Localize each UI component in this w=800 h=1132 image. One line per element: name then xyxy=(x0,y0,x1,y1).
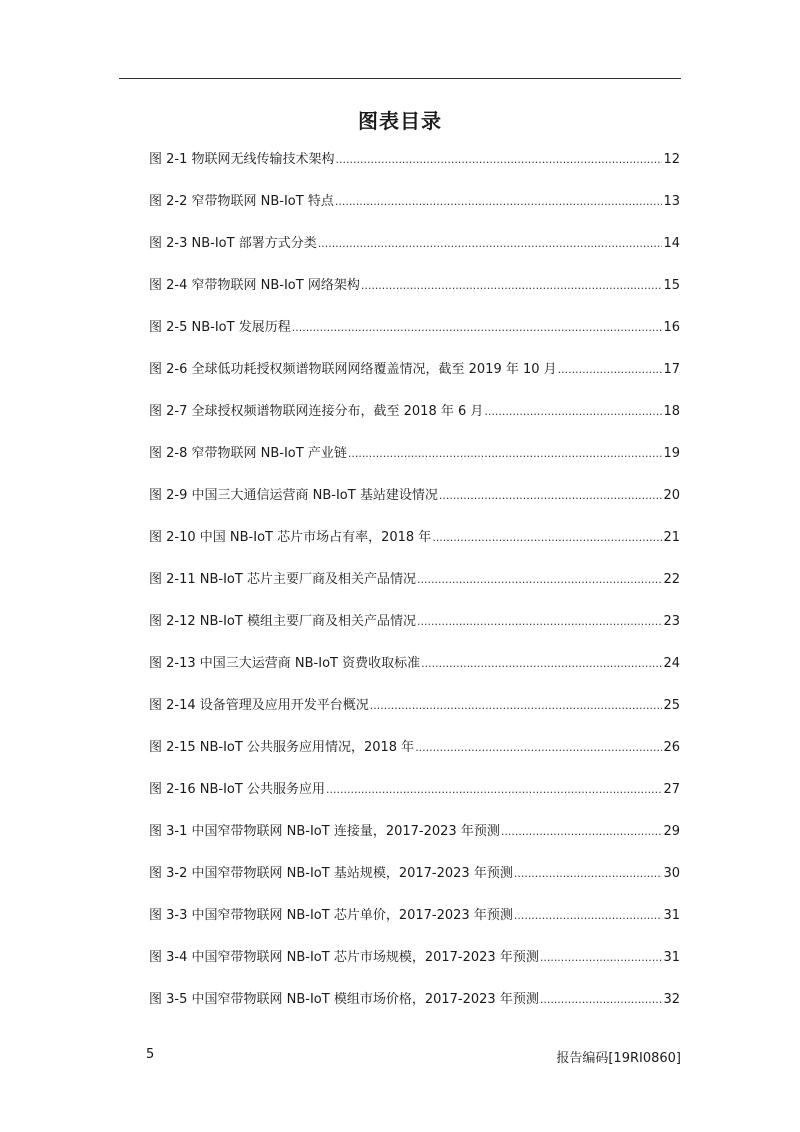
toc-entry-page: 25 xyxy=(663,698,680,713)
toc-entry-label: 图 2-1 物联网无线传输技术架构 xyxy=(149,152,335,167)
toc-entry[interactable] xyxy=(149,273,680,315)
toc-entry-label: 图 2-3 NB-IoT 部署方式分类 xyxy=(149,236,317,251)
toc-entry-page: 31 xyxy=(663,950,680,965)
toc-entry-page: 23 xyxy=(663,614,680,629)
toc-entry[interactable] xyxy=(149,987,680,1029)
toc-entry-page: 13 xyxy=(663,194,680,209)
toc-entry-label: 图 2-12 NB-IoT 模组主要厂商及相关产品情况 xyxy=(149,614,416,629)
toc-entry-label: 图 2-9 中国三大通信运营商 NB-IoT 基站建设情况 xyxy=(149,488,438,503)
toc-entry-label: 图 3-2 中国窄带物联网 NB-IoT 基站规模，2017-2023 年预测 xyxy=(149,866,513,881)
toc-entry-page: 12 xyxy=(663,152,680,167)
toc-entry-page: 17 xyxy=(663,362,680,377)
toc-entry-page: 30 xyxy=(663,866,680,881)
dot-leader xyxy=(417,567,662,593)
toc-entry[interactable] xyxy=(149,861,680,903)
toc-entry-label: 图 2-4 窄带物联网 NB-IoT 网络架构 xyxy=(149,278,360,293)
toc-entry[interactable] xyxy=(149,483,680,525)
toc-entry-label: 图 2-8 窄带物联网 NB-IoT 产业链 xyxy=(149,446,347,461)
dot-leader xyxy=(336,147,663,173)
dot-leader xyxy=(514,861,663,887)
toc-entry[interactable] xyxy=(149,441,680,483)
toc-entry[interactable] xyxy=(149,693,680,735)
toc-entry-label: 图 2-2 窄带物联网 NB-IoT 特点 xyxy=(149,194,334,209)
toc-entry[interactable] xyxy=(149,651,680,693)
toc-entry-page: 15 xyxy=(663,278,680,293)
toc-entry[interactable] xyxy=(149,945,680,987)
toc-entry[interactable] xyxy=(149,777,680,819)
toc-entry-label: 图 2-6 全球低功耗授权频谱物联网网络覆盖情况，截至 2019 年 10 月 xyxy=(149,362,557,377)
dot-leader xyxy=(514,903,663,929)
toc-entry-label: 图 3-1 中国窄带物联网 NB-IoT 连接量，2017-2023 年预测 xyxy=(149,824,500,839)
toc-entry[interactable] xyxy=(149,357,680,399)
toc-entry[interactable] xyxy=(149,315,680,357)
dot-leader xyxy=(415,735,662,761)
toc-entry-page: 29 xyxy=(663,824,680,839)
dot-leader xyxy=(326,777,662,803)
toc-entry-label: 图 2-7 全球授权频谱物联网连接分布，截至 2018 年 6 月 xyxy=(149,404,484,419)
toc-entry-label: 图 2-14 设备管理及应用开发平台概况 xyxy=(149,698,369,713)
toc-entry[interactable] xyxy=(149,231,680,273)
dot-leader xyxy=(540,987,663,1013)
dot-leader xyxy=(361,273,663,299)
toc-entry-label: 图 3-4 中国窄带物联网 NB-IoT 芯片市场规模，2017-2023 年预测 xyxy=(149,950,539,965)
toc-entry[interactable] xyxy=(149,147,680,189)
toc-entry-label: 图 2-13 中国三大运营商 NB-IoT 资费收取标准 xyxy=(149,656,421,671)
toc-entry-label: 图 2-16 NB-IoT 公共服务应用 xyxy=(149,782,325,797)
figure-index-list xyxy=(149,147,680,1029)
dot-leader xyxy=(417,609,662,635)
dot-leader xyxy=(370,693,663,719)
toc-entry-label: 图 2-11 NB-IoT 芯片主要厂商及相关产品情况 xyxy=(149,572,416,587)
toc-entry-label: 图 3-5 中国窄带物联网 NB-IoT 模组市场价格，2017-2023 年预测 xyxy=(149,992,539,1007)
toc-entry-page: 31 xyxy=(663,908,680,923)
toc-entry-page: 24 xyxy=(663,656,680,671)
page-number: 5 xyxy=(146,1047,155,1062)
page-title: 图表目录 xyxy=(358,109,442,133)
dot-leader xyxy=(432,525,662,551)
report-code: 报告编码[19RI0860] xyxy=(556,1051,681,1066)
toc-entry-page: 27 xyxy=(663,782,680,797)
toc-entry[interactable] xyxy=(149,819,680,861)
toc-entry-page: 16 xyxy=(663,320,680,335)
toc-entry[interactable] xyxy=(149,399,680,441)
header-rule xyxy=(119,78,681,79)
dot-leader xyxy=(292,315,663,341)
dot-leader xyxy=(501,819,663,845)
dot-leader xyxy=(348,441,663,467)
toc-entry-label: 图 2-15 NB-IoT 公共服务应用情况，2018 年 xyxy=(149,740,415,755)
dot-leader xyxy=(439,483,663,509)
toc-entry-page: 14 xyxy=(663,236,680,251)
dot-leader xyxy=(484,399,662,425)
toc-entry[interactable] xyxy=(149,525,680,567)
toc-entry-page: 32 xyxy=(663,992,680,1007)
toc-entry-page: 19 xyxy=(663,446,680,461)
dot-leader xyxy=(558,357,663,383)
toc-entry-page: 21 xyxy=(663,530,680,545)
dot-leader xyxy=(335,189,663,215)
toc-entry[interactable] xyxy=(149,903,680,945)
toc-entry-page: 22 xyxy=(663,572,680,587)
toc-entry[interactable] xyxy=(149,609,680,651)
toc-entry-page: 20 xyxy=(663,488,680,503)
toc-entry-label: 图 2-10 中国 NB-IoT 芯片市场占有率，2018 年 xyxy=(149,530,432,545)
dot-leader xyxy=(318,231,663,257)
toc-entry-page: 26 xyxy=(663,740,680,755)
toc-entry[interactable] xyxy=(149,567,680,609)
dot-leader xyxy=(540,945,663,971)
toc-entry-label: 图 3-3 中国窄带物联网 NB-IoT 芯片单价，2017-2023 年预测 xyxy=(149,908,513,923)
dot-leader xyxy=(421,651,662,677)
toc-entry[interactable] xyxy=(149,735,680,777)
toc-entry-label: 图 2-5 NB-IoT 发展历程 xyxy=(149,320,291,335)
toc-entry-page: 18 xyxy=(663,404,680,419)
toc-entry[interactable] xyxy=(149,189,680,231)
